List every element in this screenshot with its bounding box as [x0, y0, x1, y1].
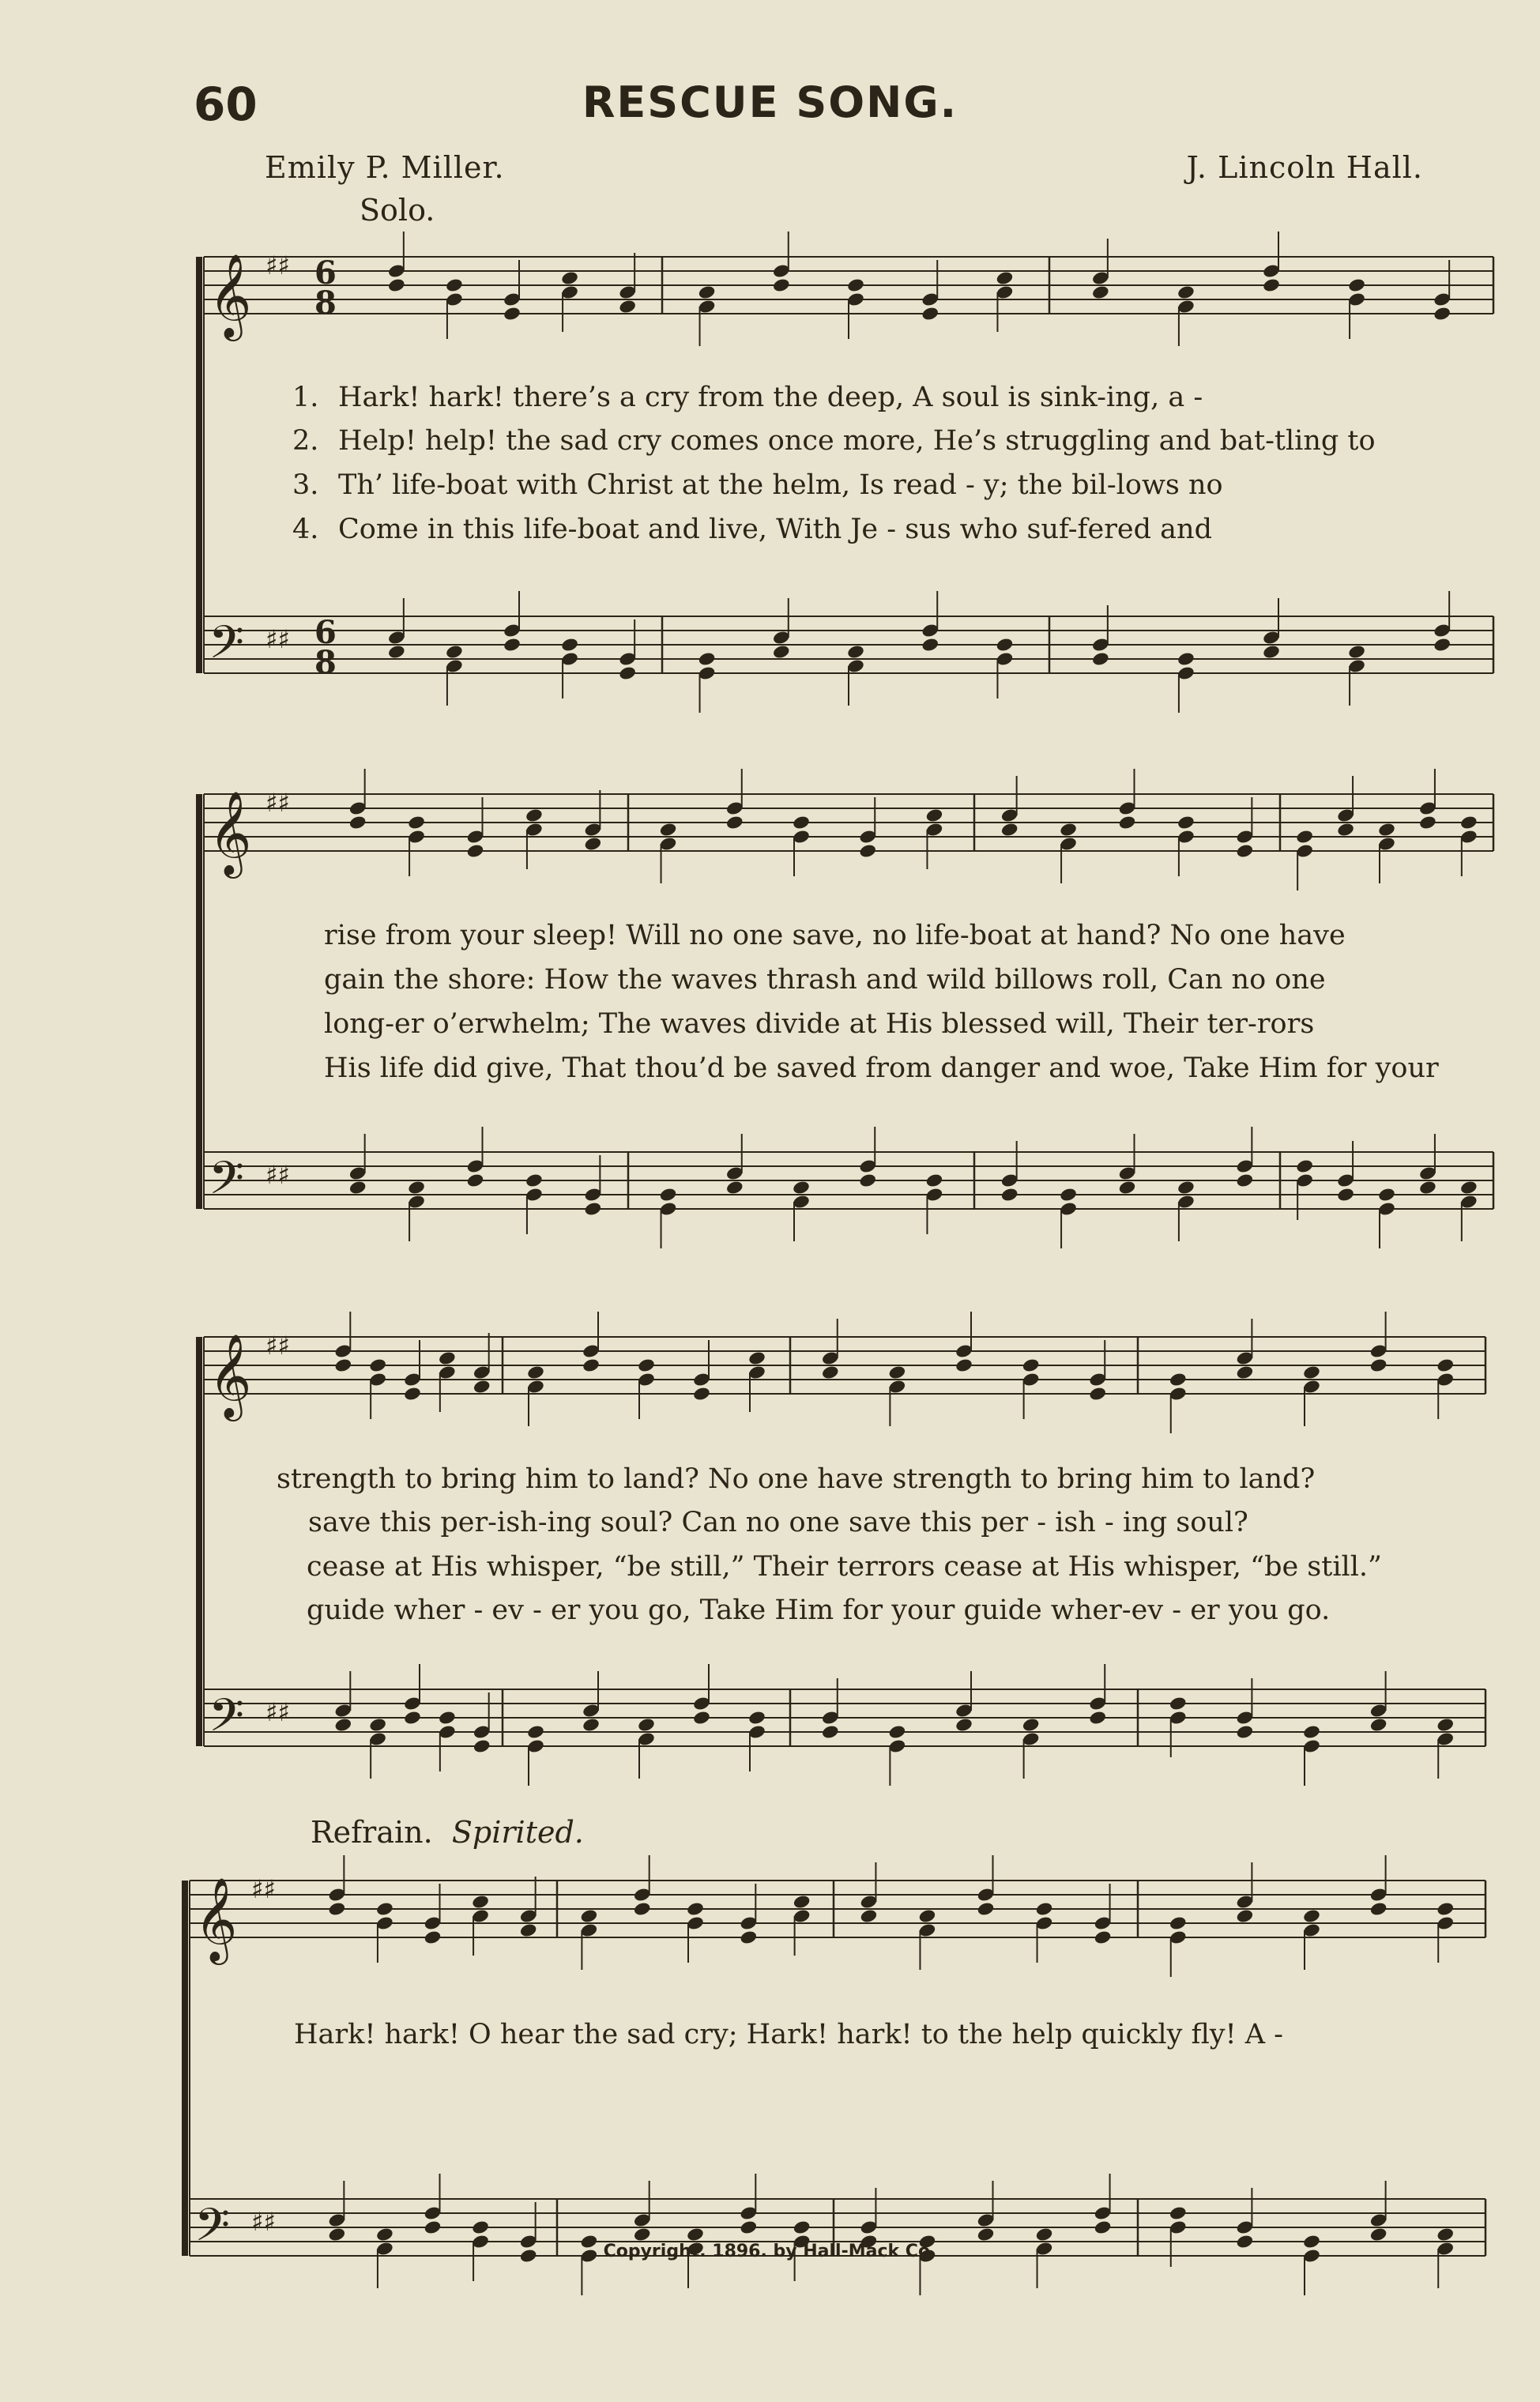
note-head-icon — [1369, 1357, 1388, 1373]
note-head-icon — [996, 637, 1015, 653]
note-head-icon — [471, 1894, 490, 1910]
note-head-icon — [1236, 843, 1255, 859]
note-head-icon — [584, 836, 603, 852]
note-head-icon — [1169, 1372, 1188, 1387]
note-head-icon — [637, 1357, 656, 1373]
lyric-text: rise from your sleep! Will no one save, no life-boat at hand? No one have — [324, 920, 1346, 951]
note-head-icon — [368, 1717, 387, 1733]
note-head-icon — [1336, 1187, 1355, 1203]
lyric-text: Hark! hark! O hear the sad cry; Hark! hark! to the help quickly fly! A - — [294, 2019, 1284, 2050]
note-head-icon — [1000, 822, 1019, 838]
lyric-text: gain the shore: How the waves thrash and wild billows roll, Can no one — [324, 964, 1326, 996]
note-head-icon — [1169, 2205, 1188, 2221]
note-head-icon — [858, 1173, 877, 1188]
note-head-icon — [925, 808, 944, 823]
time-signature-icon: 6 — [314, 614, 337, 651]
note-head-icon — [438, 1710, 457, 1726]
note-head-icon — [698, 284, 717, 300]
note-head-icon — [618, 299, 637, 314]
note-head-icon — [725, 815, 744, 830]
note-head-icon — [1118, 815, 1137, 830]
note-head-icon — [1295, 1158, 1314, 1174]
lyricist-credit: Emily P. Miller. — [265, 150, 505, 185]
refrain-tempo: Spirited. — [451, 1815, 584, 1850]
note-head-icon — [1118, 1180, 1137, 1195]
note-head-icon — [1094, 2219, 1113, 2235]
note-head-icon — [821, 1365, 840, 1380]
refrain-label-text: Refrain. — [311, 1815, 433, 1850]
note-head-icon — [1177, 651, 1195, 667]
lyric-text: Help! help! the sad cry comes once more, He’s struggling and bat-tling to — [338, 425, 1376, 457]
lyric-text: His life did give, That thou’d be saved from danger and woe, Take Him for your — [324, 1052, 1439, 1084]
lyric-text: long-er o’erwhelm; The waves divide at His blessed will, Their ter-rors — [324, 1008, 1315, 1040]
note-head-icon — [519, 1922, 538, 1938]
bass-clef-icon: 𝄢 — [209, 1151, 245, 1216]
note-head-icon — [772, 277, 791, 293]
note-head-icon — [1169, 1696, 1188, 1711]
note-head-icon — [1177, 1180, 1195, 1195]
note-head-icon — [1347, 277, 1366, 293]
note-head-icon — [1236, 1724, 1255, 1740]
lyric-text: guide wher - ev - er you go, Take Him for your guide wher-ev - er you go. — [307, 1594, 1331, 1626]
treble-clef-icon: 𝄞 — [209, 1333, 252, 1417]
note-head-icon — [686, 2227, 705, 2242]
note-head-icon — [1236, 1173, 1255, 1188]
note-head-icon — [618, 665, 637, 681]
note-head-icon — [1059, 822, 1078, 838]
note-head-icon — [387, 644, 406, 660]
key-signature-icon: ♯♯ — [265, 1331, 290, 1361]
lyric-text: Hark! hark! there’s a cry from the deep, A soul is sink-ing, a - — [338, 382, 1203, 413]
note-head-icon — [1433, 306, 1452, 322]
note-head-icon — [858, 843, 877, 859]
note-head-icon — [846, 277, 865, 293]
time-signature-icon: 8 — [314, 284, 337, 322]
lyric-line — [0, 425, 1540, 465]
lyric-text: Come in this life-boat and live, With Je - sus who suf-fered and — [338, 514, 1212, 545]
note-head-icon — [1418, 1180, 1437, 1195]
note-head-icon — [328, 2227, 347, 2242]
note-head-icon — [403, 1710, 422, 1726]
verse-number: 2. — [292, 425, 319, 457]
verse-number: 3. — [292, 469, 319, 501]
note-head-icon — [1000, 1187, 1019, 1203]
note-head-icon — [407, 815, 426, 830]
note-head-icon — [921, 637, 939, 653]
note-head-icon — [328, 1901, 347, 1917]
note-head-icon — [698, 651, 717, 667]
key-signature-icon: ♯♯ — [265, 1697, 290, 1727]
note-head-icon — [1302, 1365, 1321, 1380]
note-head-icon — [686, 1901, 705, 1917]
note-head-icon — [503, 306, 521, 322]
note-head-icon — [526, 1365, 545, 1380]
note-head-icon — [503, 637, 521, 653]
note-head-icon — [1236, 1365, 1255, 1380]
lyric-line — [0, 1507, 1540, 1546]
note-head-icon — [1369, 1717, 1388, 1733]
note-head-icon — [793, 2219, 811, 2235]
lyric-line — [0, 514, 1540, 553]
note-head-icon — [407, 1180, 426, 1195]
note-head-icon — [637, 1717, 656, 1733]
note-head-icon — [1091, 651, 1110, 667]
note-head-icon — [793, 1894, 811, 1910]
lyric-line — [0, 1052, 1540, 1092]
time-signature-icon: 6 — [314, 254, 337, 292]
note-head-icon — [1369, 2227, 1388, 2242]
note-head-icon — [525, 1173, 544, 1188]
time-signature-icon: 8 — [314, 644, 337, 681]
note-head-icon — [1094, 1930, 1113, 1945]
key-signature-icon: ♯♯ — [251, 2207, 276, 2237]
note-head-icon — [747, 1710, 766, 1726]
note-head-icon — [1088, 1386, 1107, 1402]
note-head-icon — [1262, 644, 1281, 660]
note-head-icon — [526, 1724, 545, 1740]
note-head-icon — [977, 1901, 996, 1917]
lyric-line — [0, 1551, 1540, 1591]
note-head-icon — [375, 1901, 394, 1917]
note-head-icon — [659, 822, 678, 838]
note-head-icon — [1295, 829, 1314, 845]
lyric-line — [0, 1008, 1540, 1048]
note-head-icon — [368, 1357, 387, 1373]
song-title: RESCUE SONG. — [582, 77, 958, 127]
note-head-icon — [1377, 822, 1396, 838]
note-head-icon — [466, 843, 485, 859]
key-signature-icon: ♯♯ — [251, 1874, 276, 1904]
note-head-icon — [1177, 284, 1195, 300]
note-head-icon — [1022, 1717, 1041, 1733]
note-head-icon — [1035, 1901, 1054, 1917]
note-head-icon — [582, 1717, 601, 1733]
note-head-icon — [445, 277, 464, 293]
key-signature-icon: ♯♯ — [265, 250, 290, 280]
verse-number: 4. — [292, 514, 319, 545]
note-head-icon — [1035, 2227, 1054, 2242]
note-head-icon — [584, 1201, 603, 1217]
lyric-text: Th’ life-boat with Christ at the helm, Is read - y; the bil-lows no — [338, 469, 1223, 501]
note-head-icon — [888, 1724, 907, 1740]
note-head-icon — [560, 637, 579, 653]
bass-clef-icon: 𝄢 — [209, 616, 245, 680]
lyric-text: cease at His whisper, “be still,” Their terrors cease at His whisper, “be still.” — [307, 1551, 1382, 1583]
note-head-icon — [740, 2219, 759, 2235]
note-head-icon — [473, 1738, 491, 1754]
note-head-icon — [445, 644, 464, 660]
note-head-icon — [1433, 637, 1452, 653]
note-head-icon — [692, 1386, 711, 1402]
note-head-icon — [1022, 1357, 1041, 1373]
note-head-icon — [1436, 2227, 1455, 2242]
note-head-icon — [438, 1350, 457, 1366]
note-head-icon — [996, 270, 1015, 286]
note-head-icon — [633, 2227, 652, 2242]
note-head-icon — [725, 1180, 744, 1195]
page-number: 60 — [194, 77, 258, 131]
note-head-icon — [1059, 1187, 1078, 1203]
note-head-icon — [375, 2227, 394, 2242]
note-head-icon — [1459, 1180, 1478, 1195]
note-head-icon — [387, 277, 406, 293]
key-signature-icon: ♯♯ — [265, 1160, 290, 1190]
key-signature-icon: ♯♯ — [265, 624, 290, 654]
note-head-icon — [821, 1724, 840, 1740]
note-head-icon — [747, 1350, 766, 1366]
note-head-icon — [1302, 1908, 1321, 1924]
note-head-icon — [1377, 1187, 1396, 1203]
note-head-icon — [560, 270, 579, 286]
note-head-icon — [424, 1930, 442, 1945]
treble-clef-icon: 𝄞 — [209, 790, 252, 875]
verse-number: 1. — [292, 382, 319, 413]
note-head-icon — [348, 815, 367, 830]
lyric-line — [0, 382, 1540, 421]
note-head-icon — [792, 1180, 811, 1195]
note-head-icon — [692, 1710, 711, 1726]
lyric-line — [0, 469, 1540, 509]
note-head-icon — [348, 1180, 367, 1195]
note-head-icon — [633, 1901, 652, 1917]
note-head-icon — [1336, 822, 1355, 838]
treble-clef-icon: 𝄞 — [194, 1877, 238, 1961]
lyric-line — [0, 920, 1540, 959]
treble-clef-icon: 𝄞 — [209, 253, 252, 337]
note-head-icon — [1436, 1357, 1455, 1373]
lyric-text: strength to bring him to land? No one have strength to bring him to land? — [277, 1463, 1316, 1495]
note-head-icon — [334, 1357, 353, 1373]
solo-label: Solo. — [360, 193, 435, 228]
note-head-icon — [1436, 1717, 1455, 1733]
bass-clef-icon: 𝄢 — [194, 2198, 231, 2263]
note-head-icon — [659, 1187, 678, 1203]
note-head-icon — [1369, 1901, 1388, 1917]
note-head-icon — [403, 1386, 422, 1402]
lyric-line — [0, 2019, 1540, 2058]
note-head-icon — [1418, 815, 1437, 830]
copyright-notice: Copyright. 1896. by Hall-Mack Co. — [603, 2242, 937, 2261]
note-head-icon — [1169, 1915, 1188, 1931]
note-head-icon — [424, 2219, 442, 2235]
note-head-icon — [1177, 815, 1195, 830]
lyric-line — [0, 1463, 1540, 1503]
note-head-icon — [1436, 1901, 1455, 1917]
bass-clef-icon: 𝄢 — [209, 1689, 245, 1753]
note-head-icon — [977, 2227, 996, 2242]
note-head-icon — [1091, 284, 1110, 300]
note-head-icon — [1459, 815, 1478, 830]
note-head-icon — [918, 1908, 937, 1924]
note-head-icon — [1302, 1724, 1321, 1740]
note-head-icon — [740, 1930, 759, 1945]
note-head-icon — [888, 1365, 907, 1380]
note-head-icon — [580, 1908, 599, 1924]
lyric-text: save this per-ish-ing soul? Can no one save this per - ish - ing soul? — [308, 1507, 1248, 1538]
note-head-icon — [582, 1357, 601, 1373]
note-head-icon — [792, 815, 811, 830]
note-head-icon — [921, 306, 939, 322]
note-head-icon — [925, 1173, 944, 1188]
note-head-icon — [1347, 644, 1366, 660]
note-head-icon — [471, 2219, 490, 2235]
note-head-icon — [954, 1357, 973, 1373]
composer-credit: J. Lincoln Hall. — [1186, 150, 1423, 185]
note-head-icon — [1088, 1710, 1107, 1726]
note-head-icon — [860, 1908, 879, 1924]
note-head-icon — [772, 644, 791, 660]
note-head-icon — [1262, 277, 1281, 293]
note-head-icon — [846, 644, 865, 660]
note-head-icon — [954, 1717, 973, 1733]
note-head-icon — [473, 1379, 491, 1395]
note-head-icon — [525, 808, 544, 823]
note-head-icon — [1236, 1908, 1255, 1924]
key-signature-icon: ♯♯ — [265, 788, 290, 818]
lyric-line — [0, 964, 1540, 1003]
lyric-line — [0, 1594, 1540, 1634]
note-head-icon — [334, 1717, 353, 1733]
note-head-icon — [466, 1173, 485, 1188]
